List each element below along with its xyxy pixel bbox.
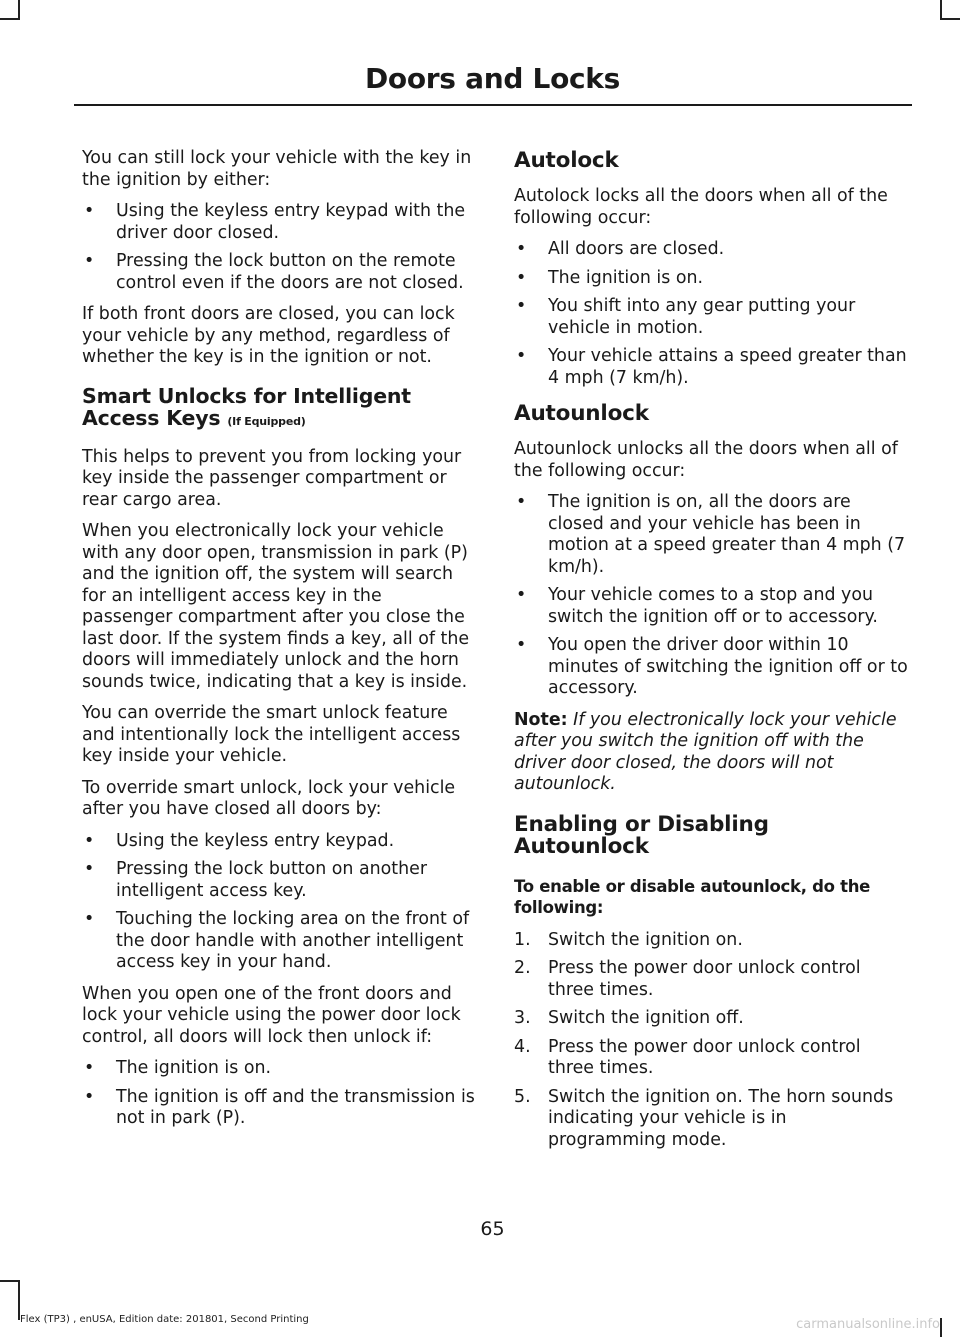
- list-item: • Pressing the lock button on another intelligent access key.: [84, 859, 427, 901]
- step-number: 1.: [514, 929, 531, 950]
- list-item: • Pressing the lock button on the remote control even if the doors are not closed.: [84, 251, 464, 293]
- section-heading-smart-unlocks: Smart Unlocks for Intelligent Access Keys (If Equipped): [82, 383, 411, 430]
- crop-mark-top-right-h: [940, 18, 960, 20]
- list-item: • Your vehicle comes to a stop and you switch the ignition off or to accessory.: [516, 585, 878, 627]
- crop-mark-bottom-left-h: [0, 1280, 20, 1282]
- override-paragraph: You can override the smart unlock feature and intentionally lock the intelligent access key inside your vehicle.: [82, 703, 461, 766]
- bullet-marker: •: [84, 830, 95, 851]
- numbered-steps: [514, 930, 910, 1152]
- left-column: [82, 148, 476, 1140]
- step-number: 3.: [514, 1008, 531, 1028]
- step-number: 5.: [514, 1086, 531, 1107]
- bullet-marker: •: [84, 859, 95, 879]
- bullet-marker: •: [84, 1086, 95, 1107]
- section-heading-autolock: Autolock: [514, 148, 619, 173]
- page-number: 65: [480, 1218, 505, 1240]
- note-paragraph: [514, 710, 910, 796]
- crop-mark-bottom-right: [940, 1318, 942, 1337]
- to-override-paragraph: To override smart unlock, lock your vehicle after you have closed all doors by:: [82, 777, 456, 819]
- page-header-title: Doors and Locks: [364, 62, 620, 95]
- bullet-marker: •: [84, 201, 95, 221]
- bullet-list-unlock-conditions: [82, 1058, 476, 1130]
- step-item: 4. Press the power door unlock control three times.: [514, 1036, 861, 1078]
- footer-edition: Flex (TP3) , enUSA, Edition date: 201801, Second Printing: [20, 1314, 309, 1325]
- list-item: • The ignition is on.: [84, 1058, 272, 1078]
- step-item: 5. Switch the ignition on. The horn sounds indicating your vehicle is in programming mode.: [514, 1086, 894, 1150]
- crop-mark-top-right: [940, 0, 942, 20]
- note-label: Note:: [514, 709, 568, 730]
- bullet-marker: •: [84, 251, 95, 271]
- subheading-enable-disable: To enable or disable autounlock, do the following:: [514, 876, 871, 917]
- step-item: 1. Switch the ignition on.: [514, 929, 743, 950]
- bullet-list-key-lock: [82, 201, 476, 294]
- list-item: • The ignition is on.: [516, 267, 704, 288]
- autolock-paragraph: Autolock locks all the doors when all of the following occur:: [514, 186, 888, 228]
- bullet-marker: •: [516, 239, 527, 259]
- bullet-marker: •: [516, 585, 527, 605]
- list-item: • The ignition is on, all the doors are closed and your vehicle has been in motion at a speed greater than 4 mph (7 km/h).: [516, 492, 906, 577]
- open-front-doors-paragraph: When you open one of the front doors and lock your vehicle using the power door lock control, all doors will lock then unlock if:: [82, 983, 461, 1047]
- bullet-marker: •: [516, 267, 527, 288]
- helps-paragraph: This helps to prevent you from locking your key inside the passenger compartment or rear cargo area.: [82, 446, 462, 510]
- bullet-marker: •: [516, 635, 527, 655]
- step-number: 2.: [514, 958, 531, 978]
- front-doors-paragraph: If both front doors are closed, you can lock your vehicle by any method, regardless of whether the key is in the ignition or not.: [82, 304, 455, 367]
- bullet-marker: •: [84, 1058, 95, 1078]
- list-item: • You open the driver door within 10 minutes of switching the ignition off or to accessory.: [516, 635, 908, 698]
- list-item: • Touching the locking area on the front of the door handle with another intelligent access key in your hand.: [84, 909, 470, 972]
- list-item: • Using the keyless entry keypad with the driver door closed.: [84, 201, 466, 243]
- bullet-marker: •: [516, 346, 527, 366]
- step-item: 3. Switch the ignition off.: [514, 1008, 744, 1028]
- if-equipped-qualifier: (If Equipped): [227, 414, 306, 428]
- crop-mark-top-left: [18, 0, 20, 20]
- list-item: • You shift into any gear putting your vehicle in motion.: [516, 296, 856, 338]
- bullet-marker: •: [516, 492, 527, 512]
- list-item: • Your vehicle attains a speed greater than 4 mph (7 km/h).: [516, 346, 907, 388]
- intro-paragraph: You can still lock your vehicle with the key in the ignition by either:: [82, 148, 472, 190]
- crop-mark-top-left-h: [0, 18, 20, 20]
- electronic-lock-paragraph: When you electronically lock your vehicle with any door open, transmission in park (P) and the ignition off, the system will search for an intelligent access key in the passenger compartment after you close the last door. If the system finds a key, all of the doors will immediately unlock and the horn sounds twice, indicating that a key is inside.: [82, 521, 470, 692]
- right-column: [514, 148, 910, 1161]
- autounlock-paragraph: Autounlock unlocks all the doors when all of the following occur:: [514, 439, 898, 481]
- bullet-list-autounlock: [514, 492, 910, 700]
- list-item: • The ignition is off and the transmission is not in park (P).: [84, 1086, 475, 1128]
- note-text: If you electronically lock your vehicle after you switch the ignition off with the driver door closed, the doors will not autounlock.: [514, 709, 897, 794]
- list-item: • All doors are closed.: [516, 239, 725, 259]
- bullet-list-override: [82, 831, 476, 974]
- watermark: carmanualsonline.info: [796, 1317, 940, 1332]
- bullet-marker: •: [516, 296, 527, 316]
- step-number: 4.: [514, 1036, 531, 1057]
- bullet-list-autolock: [514, 239, 910, 389]
- step-item: 2. Press the power door unlock control three times.: [514, 958, 861, 1000]
- header-rule: [74, 104, 912, 106]
- list-item: • Using the keyless entry keypad.: [84, 830, 395, 851]
- bullet-marker: •: [84, 909, 95, 929]
- section-heading-enabling: Enabling or Disabling Autounlock: [514, 811, 769, 859]
- section-heading-autounlock: Autounlock: [514, 401, 649, 426]
